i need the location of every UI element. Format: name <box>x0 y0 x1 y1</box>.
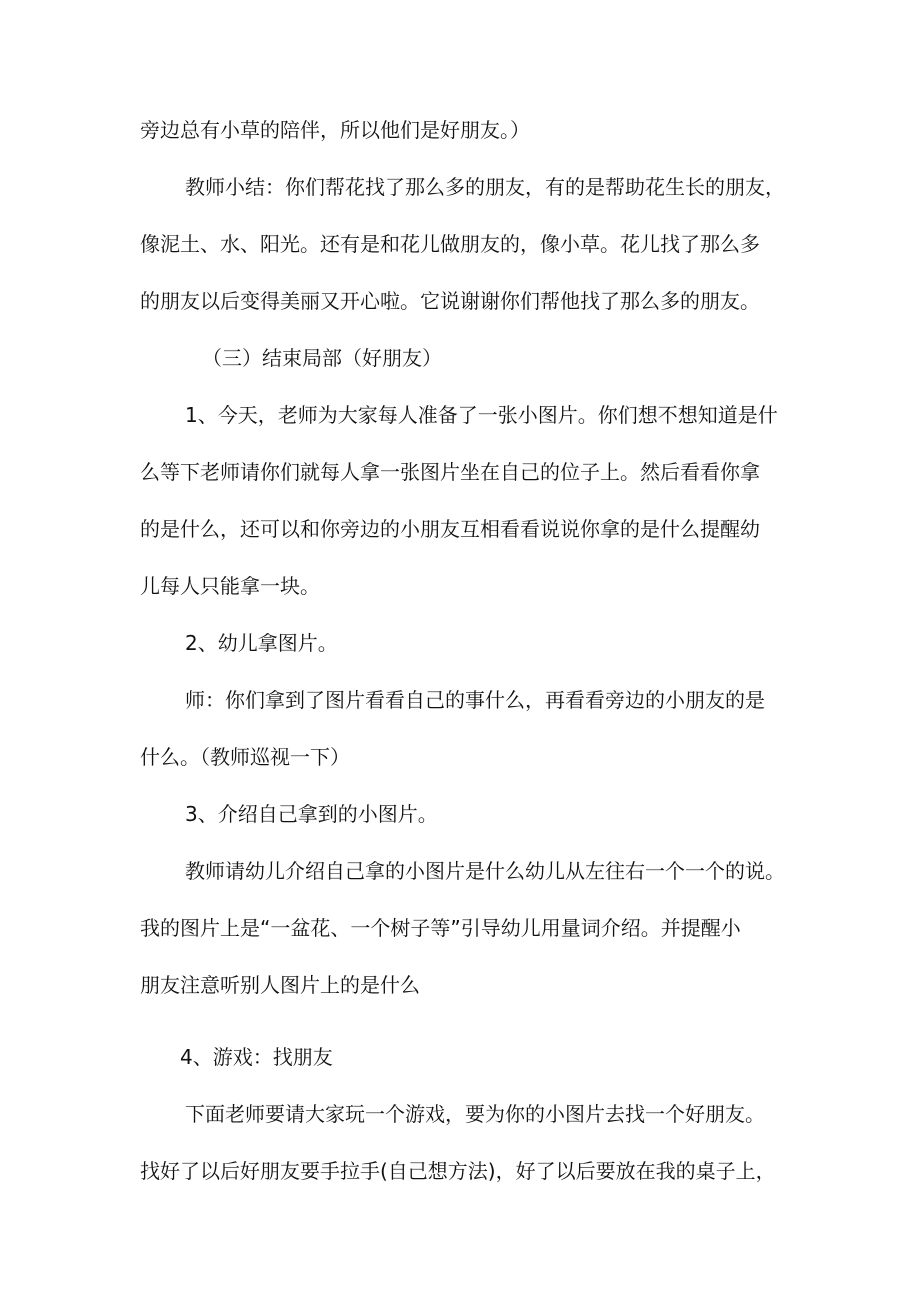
text-line: 么等下老师请你们就每人拿一张图片坐在自己的位子上。然后看看你拿 <box>140 460 760 484</box>
text-line: 1、今天，老师为大家每人准备了一张小图片。你们想不想知道是什 <box>185 403 778 427</box>
text-line: 师：你们拿到了图片看看自己的事什么，再看看旁边的小朋友的是 <box>185 688 765 712</box>
text-line: 的是什么，还可以和你旁边的小朋友互相看看说说你拿的是什么提醒幼 <box>140 517 760 541</box>
section-heading: （三）结束局部（好朋友） <box>202 346 442 370</box>
text-line: 儿每人只能拿一块。 <box>140 574 320 598</box>
text-line: 3、介绍自己拿到的小图片。 <box>185 802 438 826</box>
text-line: 找好了以后好朋友要手拉手(自己想方法)，好了以后要放在我的桌子上， <box>140 1159 776 1183</box>
text-line: 下面老师要请大家玩一个游戏，要为你的小图片去找一个好朋友。 <box>185 1102 765 1126</box>
text-line: 像泥土、水、阳光。还有是和花儿做朋友的，像小草。花儿找了那么多 <box>140 232 760 256</box>
text-line: 的朋友以后变得美丽又开心啦。它说谢谢你们帮他找了那么多的朋友。 <box>140 289 760 313</box>
text-line: 2、幼儿拿图片。 <box>185 631 338 655</box>
text-line: 朋友注意听别人图片上的是什么 <box>140 973 420 997</box>
text-line: 我的图片上是“一盆花、一个树子等”引导幼儿用量词介绍。并提醒小 <box>140 916 741 940</box>
text-line: 教师请幼儿介绍自己拿的小图片是什么幼儿从左往右一个一个的说。 <box>185 859 785 883</box>
text-line: 什么。（教师巡视一下） <box>140 745 350 769</box>
text-line: 4、游戏：找朋友 <box>180 1045 333 1069</box>
text-line: 旁边总有小草的陪伴，所以他们是好朋友。） <box>140 118 530 142</box>
text-line: 教师小结：你们帮花找了那么多的朋友，有的是帮助花生长的朋友， <box>185 175 785 199</box>
